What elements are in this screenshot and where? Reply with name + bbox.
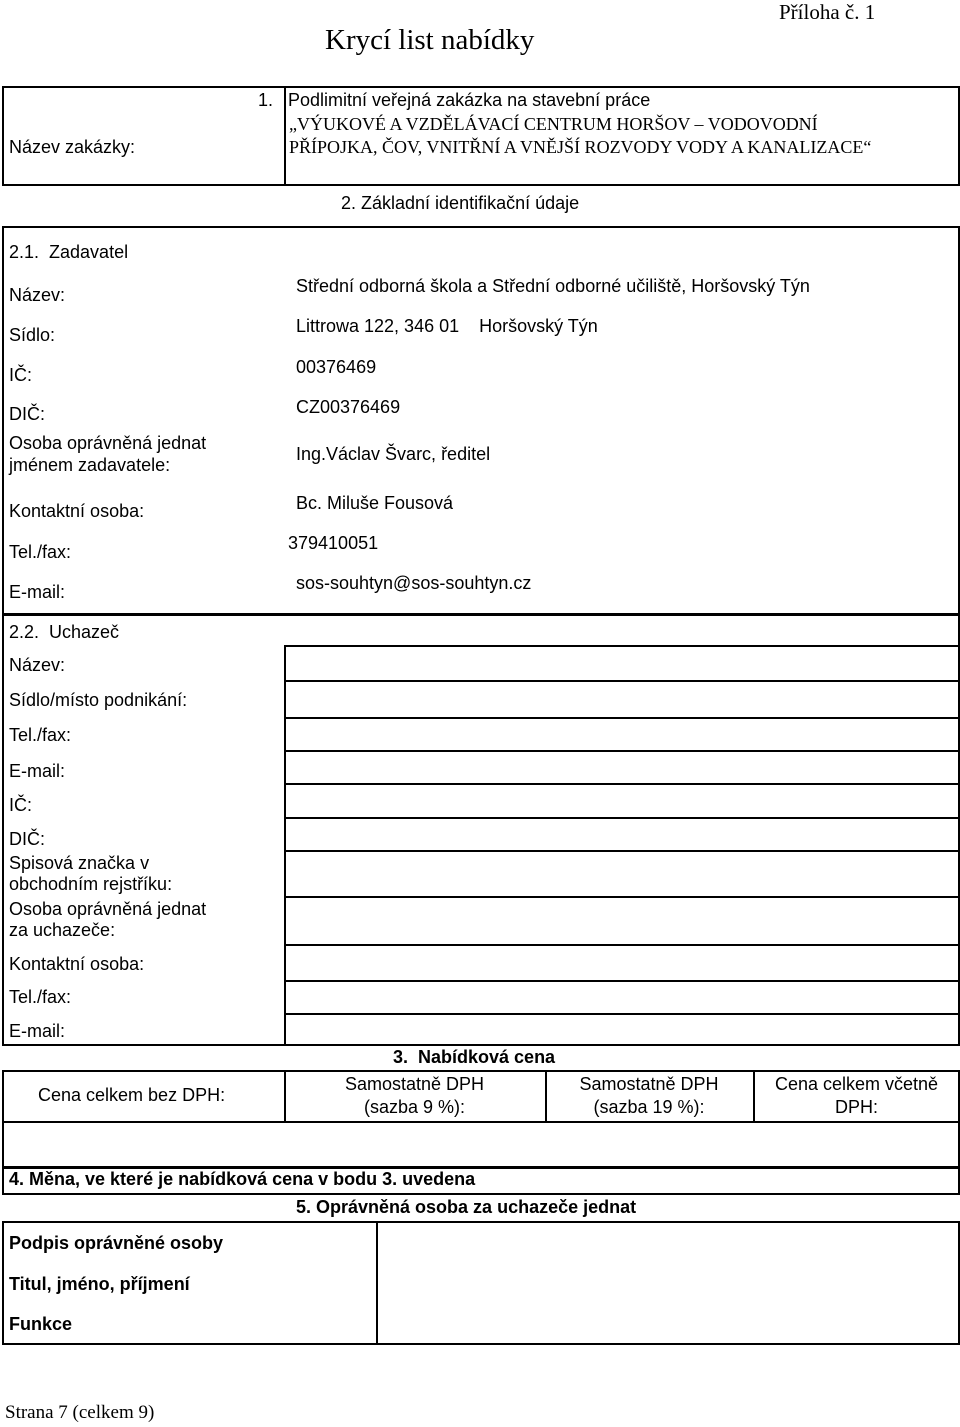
authority-name-label: Název: <box>9 285 66 305</box>
authorized-divider <box>376 1221 378 1345</box>
bidder-email2-label: E-mail: <box>9 1021 66 1041</box>
authority-phone-label: Tel./fax: <box>9 542 72 562</box>
price-col-vat9-label-1: Samostatně DPH <box>344 1074 485 1094</box>
authority-seat-label: Sídlo: <box>9 325 56 345</box>
bidder-rule <box>284 783 960 785</box>
authority-contact-label: Kontaktní osoba: <box>9 501 145 521</box>
authorized-function-label: Funkce <box>9 1314 73 1334</box>
bidder-rule <box>284 750 960 752</box>
bidder-divider <box>284 645 286 1046</box>
bidder-rule <box>284 680 960 682</box>
bidder-rule <box>284 896 960 898</box>
bidder-seat-label: Sídlo/místo podnikání: <box>9 690 188 710</box>
authorized-heading: 5. Oprávněná osoba za uchazeče jednat <box>296 1197 637 1217</box>
authority-name-value: Střední odborná škola a Střední odborné učiliště, Horšovský Týn <box>296 276 810 296</box>
price-col-vat19-label-1: Samostatně DPH <box>579 1074 719 1094</box>
appendix-label: Příloha č. 1 <box>779 0 876 24</box>
price-rule <box>2 1121 960 1123</box>
bidder-rule <box>284 817 960 819</box>
page-number: Strana 7 (celkem 9) <box>5 1402 155 1423</box>
price-col-vat9-label-2: (sazba 9 %): <box>363 1097 466 1117</box>
bidder-rule <box>284 980 960 982</box>
contract-name-line2: PŘÍPOJKA, ČOV, VNITŘNÍ A VNĚJŠÍ ROZVODY VODY A KANALIZACE“ <box>289 137 872 157</box>
bidder-email-label: E-mail: <box>9 761 66 781</box>
authority-email-label: E-mail: <box>9 582 66 602</box>
authority-contact-value: Bc. Miluše Fousová <box>296 493 454 513</box>
authorized-signature-label: Podpis oprávněné osoby <box>9 1233 224 1253</box>
authority-rep-label-1: Osoba oprávněná jednat <box>9 433 207 453</box>
authority-email-value: sos-souhtyn@sos-souhtyn.cz <box>296 573 532 593</box>
authority-ic-label: IČ: <box>9 365 33 385</box>
authority-dic-label: DIČ: <box>9 404 45 424</box>
bidder-phone-label: Tel./fax: <box>9 725 72 745</box>
contract-name-line1: „VÝUKOVÉ A VZDĚLÁVACÍ CENTRUM HORŠOV – VODOVODNÍ <box>289 114 818 134</box>
price-col-total-label-1: Cena celkem včetně <box>774 1074 939 1094</box>
bidder-rule <box>284 1013 960 1015</box>
authorized-name-label: Titul, jméno, příjmení <box>9 1274 190 1294</box>
price-col-net-label: Cena celkem bez DPH: <box>38 1085 226 1105</box>
authority-rep-value: Ing.Václav Švarc, ředitel <box>296 444 491 464</box>
authority-dic-value: CZ00376469 <box>296 397 401 417</box>
bidder-rep-label-1: Osoba oprávněná jednat <box>9 899 207 919</box>
price-col-total-label-2: DPH: <box>834 1097 878 1117</box>
price-col-vat19-label-2: (sazba 19 %): <box>593 1097 705 1117</box>
page-title: Krycí list nabídky <box>325 24 535 56</box>
contract-name-label: Název zakázky: <box>9 137 136 157</box>
bidder-rule <box>284 645 960 647</box>
contract-section-1: 1. Podlimitní veřejná zakázka na stavební práce <box>258 90 651 110</box>
bidder-ic-label: IČ: <box>9 795 33 815</box>
authority-rep-label-2: jménem zadavatele: <box>9 455 171 475</box>
price-heading: 3. Nabídková cena <box>393 1047 556 1067</box>
authority-ic-value: 00376469 <box>296 357 377 377</box>
authority-phone-value: 379410051 <box>288 533 379 553</box>
bidder-rep-label-2: za uchazeče: <box>9 920 116 940</box>
bidder-rule <box>284 944 960 946</box>
bidder-register-label-2: obchodním rejstříku: <box>9 874 173 894</box>
bidder-register-label-1: Spisová značka v <box>9 853 150 873</box>
section-2-title: 2. Základní identifikační údaje <box>341 193 580 213</box>
authority-seat-value: Littrowa 122, 346 01 Horšovský Týn <box>296 316 598 336</box>
currency-heading: 4. Měna, ve které je nabídková cena v bodu 3. uvedena <box>9 1169 476 1189</box>
bidder-rule <box>284 850 960 852</box>
bidder-heading: 2.2. Uchazeč <box>9 622 120 642</box>
bidder-dic-label: DIČ: <box>9 829 45 849</box>
bidder-contact-label: Kontaktní osoba: <box>9 954 145 974</box>
bidder-phone2-label: Tel./fax: <box>9 987 72 1007</box>
authority-heading: 2.1. Zadavatel <box>9 242 129 262</box>
bidder-name-label: Název: <box>9 655 66 675</box>
bidder-rule <box>284 717 960 719</box>
